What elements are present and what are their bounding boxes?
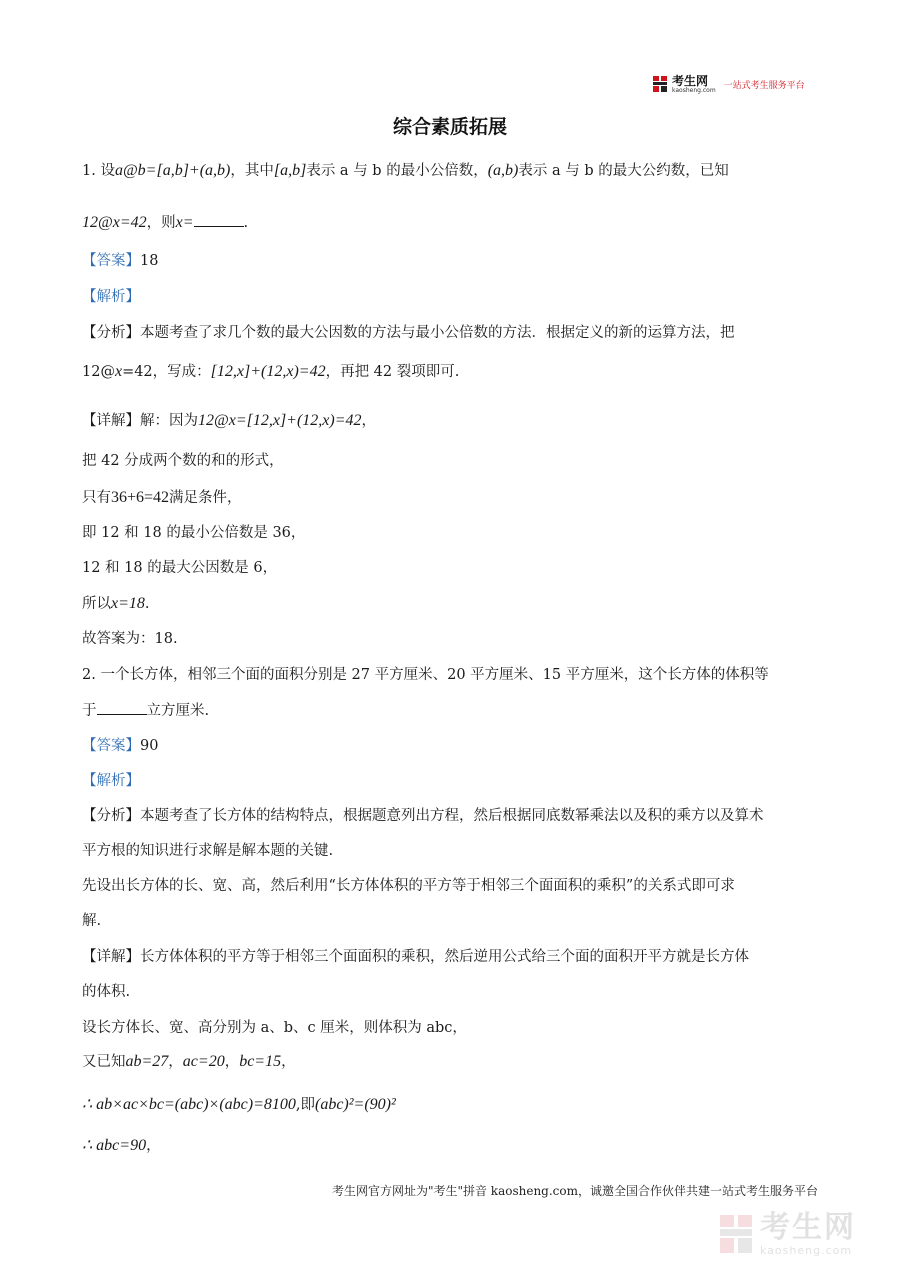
q2-xiangjie-line-2: 的体积. xyxy=(82,984,131,1000)
answer-blank xyxy=(194,212,244,227)
q1-fenxi-line-1: 【分析】本题考查了求几个数的最大公因数的方法与最小公倍数的方法．根据定义的新的运算方法，把 xyxy=(82,325,735,341)
q2-step-4: ∴ abc=90， xyxy=(82,1137,161,1154)
q1-step-1: 把 42 分成两个数的和的形式， xyxy=(82,453,284,469)
watermark-domain: kaosheng.com xyxy=(760,1243,853,1257)
kaosheng-watermark-icon xyxy=(718,1213,754,1255)
q1-step-2: 只有36+6=42满足条件， xyxy=(82,489,242,506)
watermark xyxy=(718,1209,888,1259)
header-slogan: 一站式考生服务平台 xyxy=(723,80,805,91)
q2-stem-line-1: 2. 一个长方体，相邻三个面的面积分别是 27 平方厘米、20 平方厘米、15 平方厘米，这个长方体的体积等 xyxy=(82,667,769,683)
watermark-name: 考生网 xyxy=(760,1209,856,1245)
logo-name: 考生网 xyxy=(672,73,709,88)
q1-step-4: 12 和 18 的最大公因数是 6， xyxy=(82,560,278,576)
q2-answer: 【答案】90 xyxy=(82,738,159,754)
q1-answer: 【答案】18 xyxy=(82,253,159,269)
page-title: 综合素质拓展 xyxy=(392,116,507,138)
q2-step-2: 又已知ab=27，ac=20，bc=15， xyxy=(82,1053,296,1070)
q1-stem-line-2: 12@x=42，则x= . xyxy=(82,214,249,231)
q2-step-3: ∴ ab×ac×bc=(abc)×(abc)=8100,即(abc)²=(90)² xyxy=(82,1096,396,1113)
kaosheng-logo-icon xyxy=(652,75,668,93)
q1-given: 12@x=42 xyxy=(82,214,147,231)
header-logo xyxy=(652,73,805,95)
q1-fenxi-line-2: 12@x=42，写成：[12,x]+(12,x)=42，再把 42 裂项即可. xyxy=(82,363,460,380)
q2-fenxi-line-1: 【分析】本题考查了长方体的结构特点，根据题意列出方程，然后根据同底数幂乘法以及积的乘方以及算术 xyxy=(82,808,764,824)
lcm-symbol: [a,b] xyxy=(273,162,307,179)
gcd-symbol: (a,b) xyxy=(487,162,519,179)
q1-xiangjie-line-1: 【详解】解：因为12@x=[12,x]+(12,x)=42， xyxy=(82,412,377,429)
q2-stem-line-2: 于 立方厘米. xyxy=(82,700,820,722)
q1-definition: a@b=[a,b]+(a,b) xyxy=(114,162,231,179)
q1-step-6: 故答案为：18. xyxy=(82,631,178,647)
q2-analysis-tag: 【解析】 xyxy=(82,773,140,789)
q2-xiangjie-line-1: 【详解】长方体体积的平方等于相邻三个面面积的乘积，然后逆用公式给三个面的面积开平方就是长方体 xyxy=(82,949,749,965)
q2-paragraph-line-2: 解. xyxy=(82,913,102,929)
q1-analysis-tag: 【解析】 xyxy=(82,289,140,305)
q1-step-5: 所以x=18. xyxy=(82,595,150,612)
answer-blank xyxy=(97,700,147,715)
footer-text: 考生网官方网址为"考生"拼音 kaosheng.com，诚邀全国合作伙伴共建一站式考生服务平台 xyxy=(331,1184,818,1198)
q2-paragraph-line-1: 先设出长方体的长、宽、高，然后利用“长方体体积的平方等于相邻三个面面积的乘积”的关系式即可求 xyxy=(82,878,735,894)
q1-stem-line-1: 1. 设a@b=[a,b]+(a,b)，其中[a,b]表示 a 与 b 的最小公倍数，(a,b)表示 a 与 b 的最大公约数，已知 xyxy=(82,162,729,179)
q2-fenxi-line-2: 平方根的知识进行求解是解本题的关键. xyxy=(82,843,334,859)
q1-step-3: 即 12 和 18 的最小公倍数是 36， xyxy=(82,525,306,541)
logo-domain: kaosheng.com xyxy=(672,86,716,94)
q2-step-1: 设长方体长、宽、高分别为 a、b、c 厘米，则体积为 abc， xyxy=(82,1020,467,1036)
